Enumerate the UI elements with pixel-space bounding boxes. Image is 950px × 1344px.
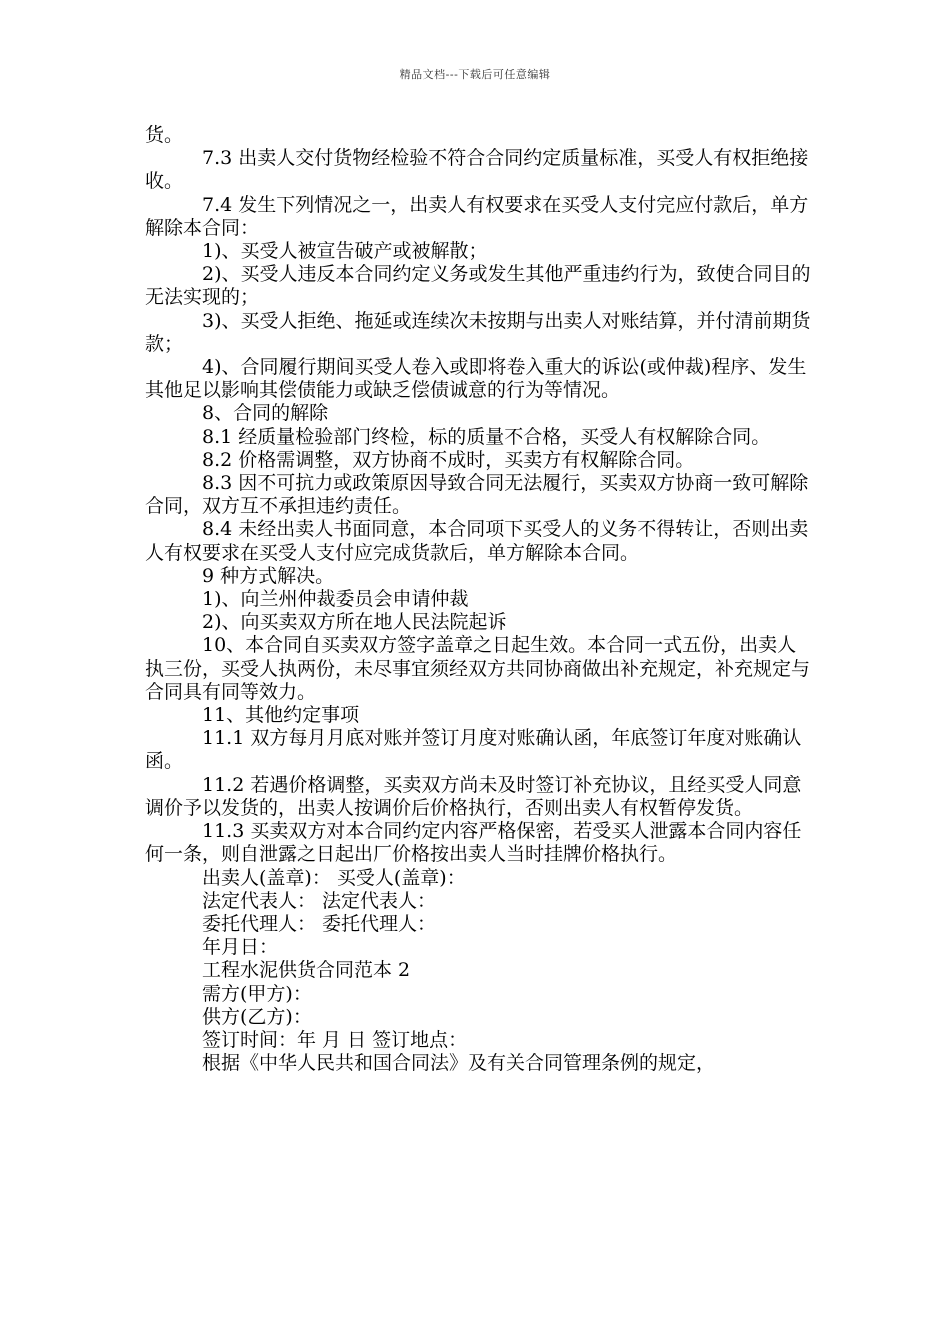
paragraph: 9 种方式解决。 — [202, 564, 335, 587]
signature-line: 法定代表人： 法定代表人： — [202, 889, 437, 912]
paragraph: 11.2 若遇价格调整，买卖双方尚未及时签订补充协议，且经买受人同意调价予以发货的，出卖人按调价后价格执行，否则出卖人有权暂停发货。 — [145, 773, 802, 819]
paragraph: 7.4 发生下列情况之一，出卖人有权要求在买受人支付完应付款后，单方解除本合同： — [145, 193, 809, 239]
paragraph: 8.3 因不可抗力或政策原因导致合同无法履行，买卖双方协商一致可解除合同，双方互不承担违约责任。 — [145, 472, 809, 518]
paragraph: 供方(乙方)： — [202, 1005, 312, 1028]
section-heading: 8、合同的解除 — [202, 402, 329, 425]
signature-line: 出卖人(盖章)： 买受人(盖章)： — [202, 866, 466, 889]
paragraph: 根据《中华人民共和国合同法》及有关合同管理条例的规定， — [202, 1052, 716, 1075]
paragraph: 2)、买受人违反本合同约定义务或发生其他严重违约行为，致使合同目的无法实现的； — [145, 263, 811, 309]
paragraph: 8.4 未经出卖人书面同意，本合同项下买受人的义务不得转让，否则出卖人有权要求在买受人支付应完成货款后，单方解除本合同。 — [145, 518, 809, 564]
paragraph: 11.1 双方每月月底对账并签订月度对账确认函，年底签订年度对账确认函。 — [145, 727, 802, 773]
paragraph: 11.3 买卖双方对本合同约定内容严格保密，若受买人泄露本合同内容任何一条，则自泄露之日起出厂价格按出卖人当时挂牌价格执行。 — [145, 820, 802, 866]
paragraph: 3)、买受人拒绝、拖延或连续次未按期与出卖人对账结算，并付清前期货款； — [145, 309, 811, 355]
paragraph: 4)、合同履行期间买受人卷入或即将卷入重大的诉讼(或仲裁)程序、发生其他足以影响其偿债能力或缺乏偿债诚意的行为等情况。 — [145, 356, 807, 402]
paragraph: 需方(甲方)： — [202, 982, 312, 1005]
document-body — [145, 124, 815, 1075]
paragraph: 1)、向兰州仲裁委员会申请仲裁 — [202, 588, 469, 611]
signature-line: 委托代理人： 委托代理人： — [202, 912, 437, 935]
paragraph: 签订时间：年 月 日 签订地点： — [202, 1028, 468, 1051]
paragraph: 1)、买受人被宣告破产或被解散； — [202, 240, 488, 263]
paragraph: 货。 — [145, 124, 184, 146]
document-title: 工程水泥供货合同范本 2 — [202, 959, 411, 982]
page-header: 精品文档---下载后可任意编辑 — [399, 68, 551, 81]
paragraph: 10、本合同自买卖双方签字盖章之日起生效。本合同一式五份，出卖人执三份，买受人执两份，未尽事宜须经双方共同协商做出补充规定，补充规定与合同具有同等效力。 — [145, 634, 811, 703]
signature-line: 年月日： — [202, 936, 279, 959]
paragraph: 8.2 价格需调整，双方协商不成时，买卖方有权解除合同。 — [202, 448, 695, 471]
section-heading: 11、其他约定事项 — [202, 704, 360, 727]
paragraph: 8.1 经质量检验部门终检，标的质量不合格，买受人有权解除合同。 — [202, 425, 771, 448]
paragraph: 7.3 出卖人交付货物经检验不符合合同约定质量标准，买受人有权拒绝接收。 — [145, 147, 809, 193]
paragraph: 2)、向买卖双方所在地人民法院起诉 — [202, 611, 507, 634]
